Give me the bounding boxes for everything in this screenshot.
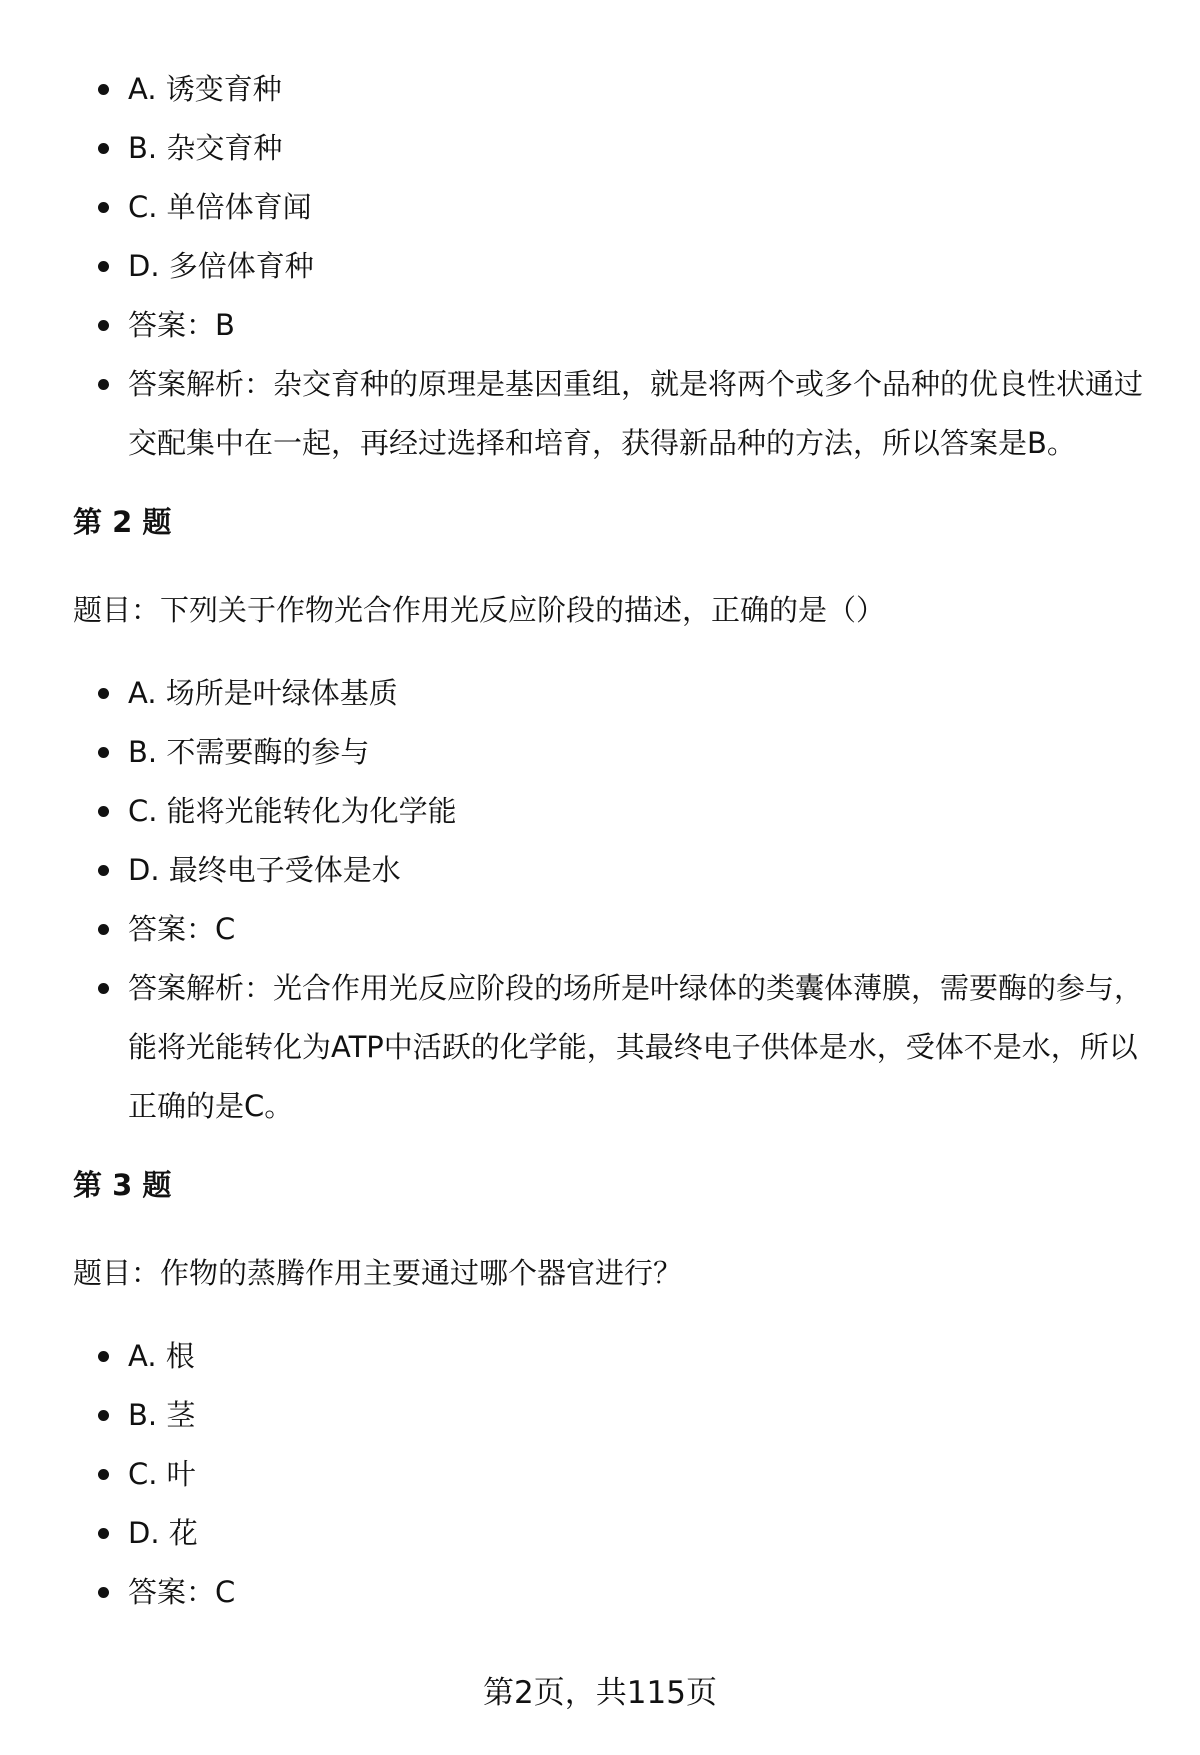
list-item: A. 根 [73,1327,1153,1386]
list-item: D. 最终电子受体是水 [73,841,1153,900]
explanation-item: 答案解析：光合作用光反应阶段的场所是叶绿体的类囊体薄膜，需要酶的参与，能将光能转化为ATP中活跃的化学能，其最终电子供体是水，受体不是水，所以正确的是C。 [73,959,1153,1136]
page-content [73,60,1153,1622]
question-title: 第 3 题 [73,1168,172,1202]
answer-item: 答案：C [73,1563,1153,1622]
answer-item: 答案：B [73,296,1153,355]
list-item: A. 诱变育种 [73,60,1153,119]
q1-option-list [73,60,1153,473]
list-item: C. 能将光能转化为化学能 [73,782,1153,841]
q3-option-list [73,1327,1153,1622]
question-title: 第 2 题 [73,505,172,539]
list-item: B. 不需要酶的参与 [73,723,1153,782]
list-item: B. 茎 [73,1386,1153,1445]
explanation-item: 答案解析：杂交育种的原理是基因重组，就是将两个或多个品种的优良性状通过交配集中在一起，再经过选择和培育，获得新品种的方法，所以答案是B。 [73,355,1153,473]
list-item: C. 单倍体育闻 [73,178,1153,237]
question-text: 题目：作物的蒸腾作用主要通过哪个器官进行？ [73,1256,683,1290]
list-item: C. 叶 [73,1445,1153,1504]
list-item: B. 杂交育种 [73,119,1153,178]
question-text: 题目：下列关于作物光合作用光反应阶段的描述，正确的是（） [73,593,886,627]
list-item: D. 多倍体育种 [73,237,1153,296]
page-number: 第2页，共115页 [483,1675,717,1711]
list-item: A. 场所是叶绿体基质 [73,664,1153,723]
list-item: D. 花 [73,1504,1153,1563]
q2-option-list [73,664,1153,1136]
answer-item: 答案：C [73,900,1153,959]
